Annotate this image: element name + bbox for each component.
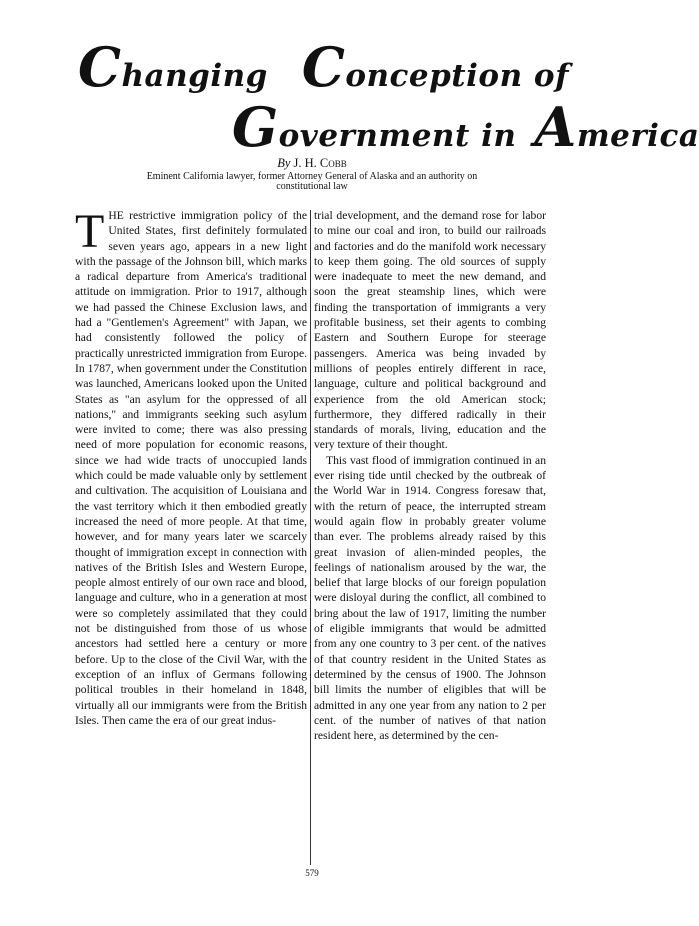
drop-cap: T [75, 205, 105, 258]
title-initial-a: A [534, 95, 577, 159]
byline [0, 156, 624, 171]
right-column-paragraph-2: This vast flood of immigration continued in an ever rising tide until checked by the outbreak of the World War in 1914. Congress foresaw that, with the return of peace, the interrupted stream would again flow in probably greater volume than ever. The problems already raised by this great invasion of alien-minded peoples, the feelings of nationalism aroused by the war, the belief that large blocks of our foreign population were disloyal during the conflict, all combined to bring about the law of 1917, limiting the number of eligible immigrants that would be admitted from any one country to 3 per cent. of the natives of that country resident in the United States as determined by the census of 1900. The Johnson bill limits the number of eligibles that will be admitted in any one year from any nation to 2 per cent. of the number of natives of that nation resident here, as determined by the cen- [314, 453, 546, 743]
title-initial-g: G [232, 95, 279, 159]
title-word-conception: onception of [345, 58, 569, 94]
byline-prefix: By [277, 156, 291, 170]
title-word-america: merica [576, 118, 699, 154]
author-name: J. H. Cobb [293, 156, 347, 170]
author-description: Eminent California lawyer, former Attorney General of Alaska and an authority on constitutional law [146, 171, 478, 192]
right-column-paragraph-1: trial development, and the demand rose for labor to mine our coal and iron, to build our railroads and factories and do the manifold work necessary to keep them going. The old sources of supply were inadequate to meet the new demand, and soon the great steamship lines, which were finding the transportation of immigrants a very profitable business, set their agents to combing Eastern and Southern Europe for steerage passengers. America was being invaded by millions of peoples entirely different in race, language, culture and political background and experience from the old American stock; furthermore, they differed radically in their standards of morals, living, education and the very texture of their thought. [314, 209, 546, 452]
title-line-2 [232, 95, 699, 159]
page-number: 579 [305, 868, 319, 878]
title-word-government: overnment in [278, 118, 517, 154]
left-column-text: HE restrictive immigration policy of the United States, first definitely formulated seven years ago, appears in a new light with the passage of the Johnson bill, which marks a radical departure from America's traditional attitude on immigration. Prior to 1917, although we had passed the Chinese Exclusion laws, and had a "Gentlemen's Agreement" with Japan, we had consistently followed the policy of practically unrestricted immigration from Europe. In 1787, when government under the Constitution was launched, Americans looked upon the United States as "an asylum for the oppressed of all nations," and immigrants seeking such asylum were invited to come; there was also pressing need of more population for economic reasons, since we had wide tracts of unoccupied lands which could be made valuable only by settlement and cultivation. The acquisition of Louisiana and the vast territory which it then embodied greatly increased the need of more people. At that time, however, and for many years later we scarcely thought of immigration except in connection with natives of the British Isles and Western Europe, people almost entirely of our own race and blood, language and culture, who in a generation at most were so completely assimilated that they could not be distinguished from those of us whose ancestors had settled here a century or more before. Up to the close of the Civil War, with the exception of an influx of Germans following political troubles in their homeland in 1848, virtually all our immigrants were from the British Isles. Then came the era of our great indus- [75, 209, 307, 727]
article-column-left [75, 205, 307, 728]
title-initial-c: C [78, 35, 122, 99]
title-line-1 [78, 35, 569, 99]
title-word-changing: hanging [121, 58, 268, 94]
article-column-right [314, 208, 546, 743]
title-initial-c2: C [301, 35, 346, 99]
column-divider [310, 210, 311, 865]
